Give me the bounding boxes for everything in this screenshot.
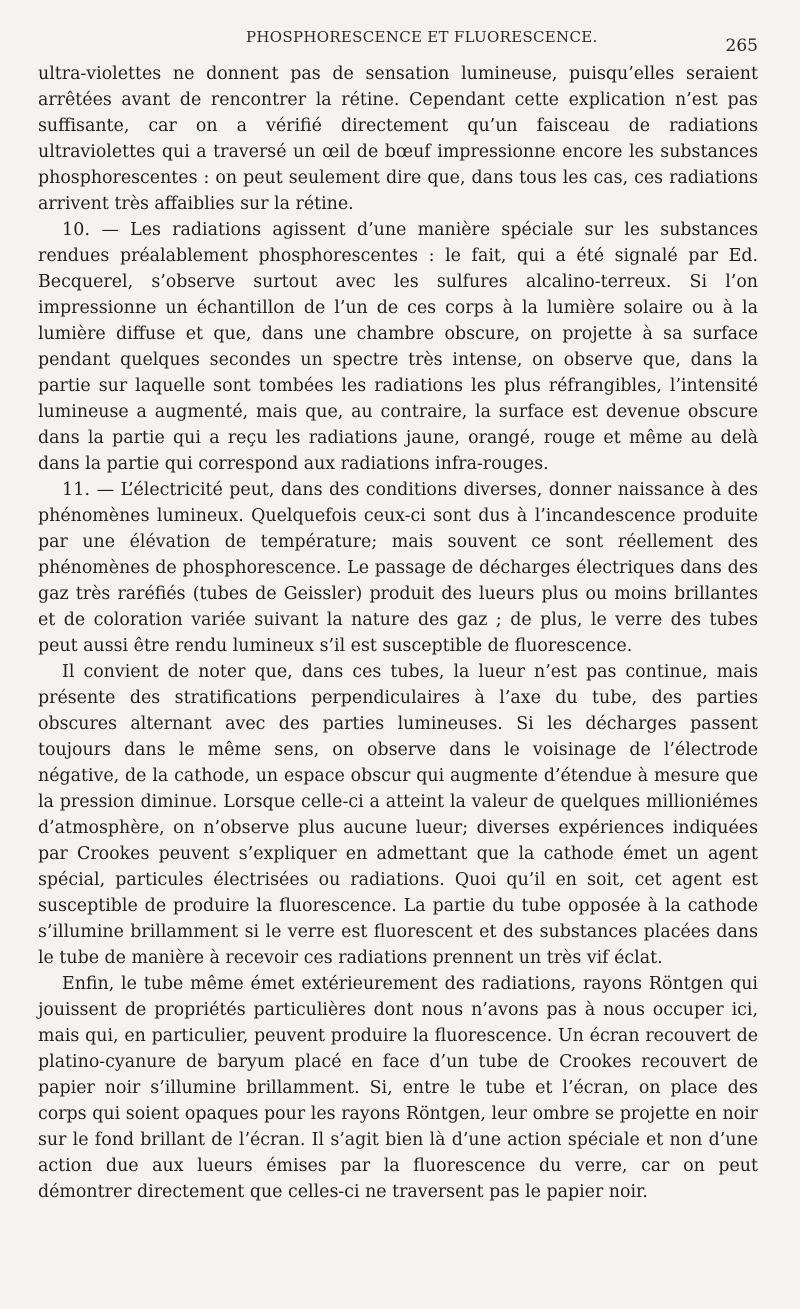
paragraph-rontgen <box>38 971 758 1205</box>
paragraph-text: Enfin, le tube même émet extérieurement des radiations, rayons Röntgen qui jouissent de propriétés particulières dont nous n’avons pas à nous occuper ici, mais qui, en particulier, peuvent produire la fluorescence. Un écran recouvert de platino-cyanure de baryum placé en face d’un tube de Crookes recouvert de papier noir s’illumine brillamment. Si, entre le tube et l’écran, on place des corps qui soient opaques pour les rayons Röntgen, leur ombre se projette en noir sur le fond brillant de l’écran. Il s’agit bien là d’une action spéciale et non d’une action due aux lueurs émises par la fluorescence du verre, car on peut démontrer directement que celles-ci ne traversent pas le papier noir. <box>38 974 758 1202</box>
paragraph-10 <box>38 217 758 477</box>
paragraph-text: — L’électricité peut, dans des conditions diverses, donner naissance à des phénomènes lumineux. Quelquefois ceux-ci sont dus à l’incandescence produite par une élévation de température; mais souvent ce sont réellement des phénomènes de phosphorescence. Le passage de décharges électriques dans des gaz très raréfiés (tubes de Geissler) produit des lueurs plus ou moins brillantes et de coloration variée suivant la nature des gaz ; de plus, le verre des tubes peut aussi être rendu lumineux s’il est susceptible de fluorescence. <box>38 480 758 656</box>
paragraph-text: ultra-violettes ne donnent pas de sensation lumineuse, puisqu’elles seraient arrêtées avant de rencontrer la rétine. Cependant cette explication n’est pas suffisante, car on a vérifié directement qu’un faisceau de radiations ultraviolettes qui a traversé un œil de bœuf impressionne encore les substances phosphorescentes : on peut seulement dire que, dans tous les cas, ces radiations arrivent très affaiblies sur la rétine. <box>38 64 758 214</box>
running-title: PHOSPHORESCENCE ET FLUORESCENCE. <box>246 28 598 46</box>
page-number: 265 <box>725 36 758 56</box>
page-header <box>36 28 758 56</box>
paragraph-number: 11. <box>62 480 91 500</box>
paragraph-tubes <box>38 659 758 971</box>
paragraph-text: Il convient de noter que, dans ces tubes, la lueur n’est pas continue, mais présente des stratifications perpendiculaires à l’axe du tube, des parties obscures alternant avec des parties lumineuses. Si les décharges passent toujours dans le même sens, on observe dans le voisinage de l’électrode négative, de la cathode, un espace obscur qui augmente d’étendue à mesure que la pression diminue. Lorsque celle-ci a atteint la valeur de quelques millioniémes d’atmosphère, on n’observe plus aucune lueur; diverses expériences indiquées par Crookes peuvent s’expliquer en admettant que la cathode émet un agent spécial, particules électrisées ou radiations. Quoi qu’il en soit, cet agent est susceptible de produire la fluorescence. La partie du tube opposée à la cathode s’illumine brillamment si le verre est fluorescent et des substances placées dans le tube de manière à recevoir ces radiations prennent un très vif éclat. <box>38 662 758 968</box>
page-body <box>38 61 758 1205</box>
paragraph-continuation <box>38 61 758 217</box>
paragraph-11 <box>38 477 758 659</box>
paragraph-text: — Les radiations agissent d’une manière spéciale sur les substances rendues préalablement phosphorescentes : le fait, qui a été signalé par Ed. Becquerel, s’observe surtout avec les sulfures alcalino-terreux. Si l’on impressionne un échantillon de l’un de ces corps à la lumière solaire ou à la lumière diffuse et que, dans une chambre obscure, on projette à sa surface pendant quelques secondes un spectre très intense, on observe que, dans la partie sur laquelle sont tombées les radiations les plus réfrangibles, l’intensité lumineuse a augmenté, mais que, au contraire, la surface est devenue obscure dans la partie qui a reçu les radiations jaune, orangé, rouge et même au delà dans la partie qui correspond aux radiations infra-rouges. <box>38 220 758 474</box>
paragraph-number: 10. <box>62 220 91 240</box>
